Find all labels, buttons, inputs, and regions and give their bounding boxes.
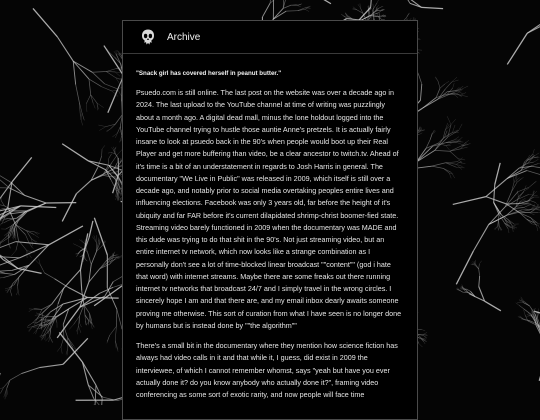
post-paragraph: There's a small bit in the documentary where they mention how science fiction has always had video calls in it and that while it, I guess, did exist in 2009 the interviewee, of which I cannot remember whomst, says "yeah but have you ever actually done it? do you know anybody who actually done it?", framing video conferencing as some sort of exotic rarity, and now people will face time xyxy=(136,340,404,401)
skull-icon[interactable] xyxy=(141,29,155,46)
archive-link[interactable]: Archive xyxy=(167,32,200,43)
post-content xyxy=(123,54,417,401)
post-paragraph: Psuedo.com is still online. The last post on the website was over a decade ago in 2024. The last upload to the YouTube channel at time of writing was puzzlingly about a month ago. A digital dead mall, minus the lone holdout logged into the YouTube channel trying to hustle those auntie Anne's pretzels. It is actually fairly insane to look at psuedo back in the 90's when people would boot up their Real Player and get more buffering than video, be a clear ancestor to twitch.tv. Ahead of it's time is a bit of an understatement in regards to Josh Harris in general. The documentary "We Live in Public" was released in 2009, which itself is still over a decade ago, and notably prior to social media overtaking peoples entire lives and influencing elections. Facebook was only 3 years old, far before the height of it's ubiquity and far FAR before it's current dilapidated shrimp-christ boomer-fied state. Streaming video barely functioned in 2009 when the documentary was MADE and this dude was trying to do that shit in the 90's. Not just streaming video, but an entire internet tv network, which now looks like a strange combination as I personally don't see a lot of time-blocked linear broadcast ""content"" (god i hate that word) with internet streams. Maybe there are some freaks out there running internet tv networks that broadcast 24/7 and I simply travel in the wrong circles. I sincerely hope I am and that there are, and my email inbox dearly awaits someone proving me otherwise. This sort of curation from what I have seen is no longer done by humans but is instead done by ""the algorithm"" xyxy=(136,87,404,332)
header-bar xyxy=(123,21,417,54)
post-quote: "Snack girl has covered herself in peanut butter." xyxy=(136,70,404,77)
archive-panel xyxy=(122,20,418,420)
